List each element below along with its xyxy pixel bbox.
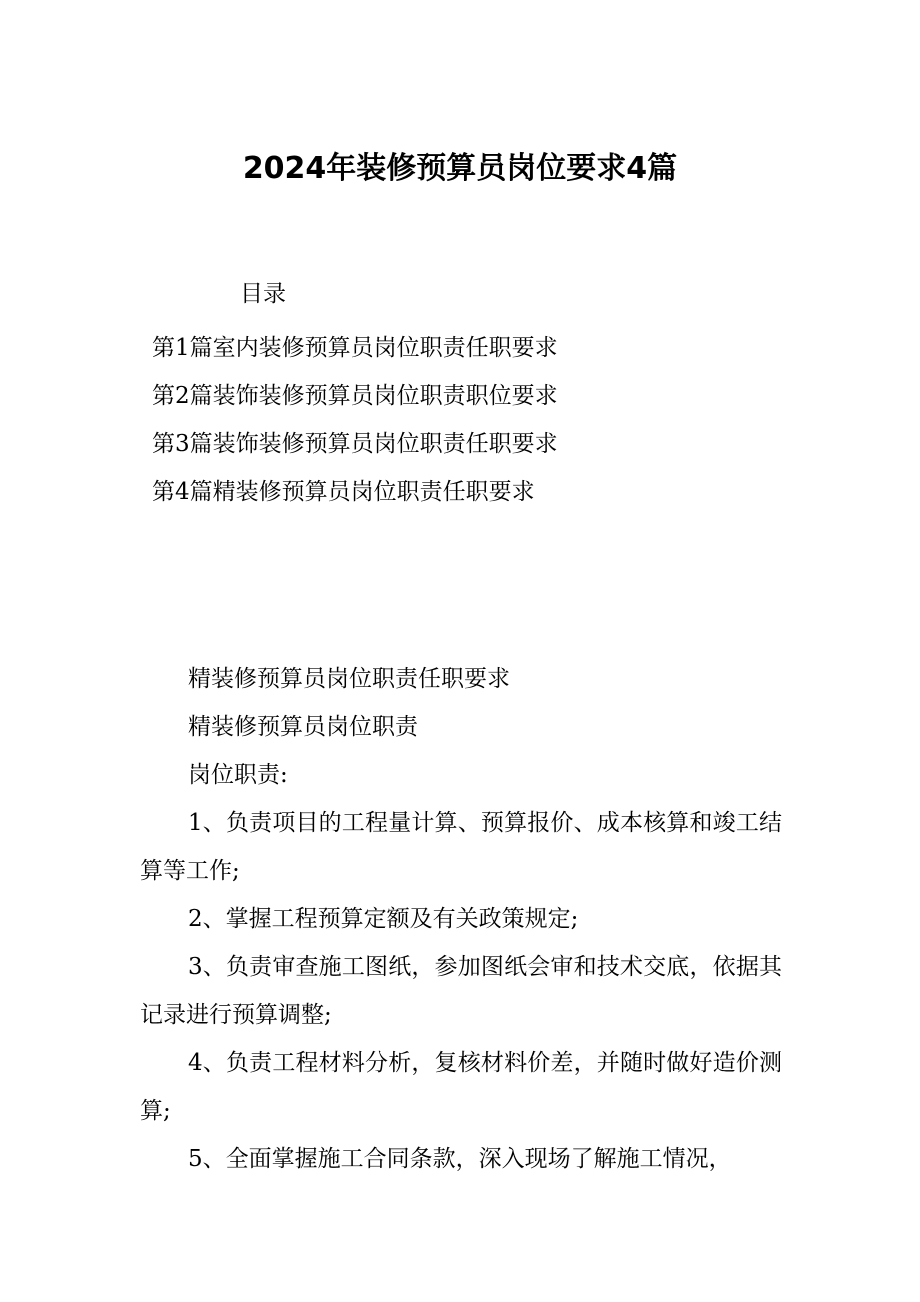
toc-item-4[interactable]: 第4篇精装修预算员岗位职责任职要求 xyxy=(152,479,535,505)
section-title: 精装修预算员岗位职责任职要求 xyxy=(188,666,510,692)
duties-heading: 岗位职责: xyxy=(188,762,288,788)
duty-item-3: 3、负责审查施工图纸，参加图纸会审和技术交底，依据其记录进行预算调整; xyxy=(140,954,782,1028)
toc-heading: 目录 xyxy=(240,281,286,307)
duty-item-4: 4、负责工程材料分析，复核材料价差，并随时做好造价测算; xyxy=(140,1050,782,1124)
toc-item-3[interactable]: 第3篇装饰装修预算员岗位职责任职要求 xyxy=(152,431,558,457)
duty-item-1: 1、负责项目的工程量计算、预算报价、成本核算和竣工结算等工作; xyxy=(140,810,782,884)
table-of-contents xyxy=(152,324,558,516)
toc-item-2[interactable]: 第2篇装饰装修预算员岗位职责职位要求 xyxy=(152,383,558,409)
section-subtitle: 精装修预算员岗位职责 xyxy=(188,714,418,740)
toc-item-1[interactable]: 第1篇室内装修预算员岗位职责任职要求 xyxy=(152,335,558,361)
document-body xyxy=(140,655,782,1183)
document-title: 2024年装修预算员岗位要求4篇 xyxy=(242,151,678,186)
duty-item-2: 2、掌握工程预算定额及有关政策规定; xyxy=(188,906,579,932)
duty-item-5: 5、全面掌握施工合同条款，深入现场了解施工情况， xyxy=(188,1146,732,1172)
